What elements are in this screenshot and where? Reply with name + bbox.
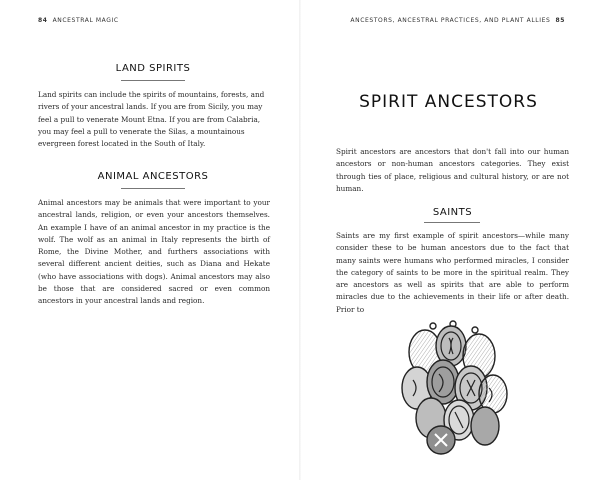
right-page-number: 85 bbox=[555, 17, 565, 24]
animal-ancestors-text bbox=[38, 197, 270, 308]
land-spirits-heading: LAND SPIRITS bbox=[115, 63, 191, 74]
spirit-ancestors-paragraph: Spirit ancestors are ancestors that don't fall into our human ancestors or non-human ancestors categories. They exist through ties of place, religious and cultural history, or are not human. bbox=[336, 147, 569, 193]
left-page-number: 84 bbox=[38, 17, 48, 24]
saints-heading: SAINTS bbox=[432, 207, 473, 218]
animal-ancestors-paragraph: Animal ancestors may be animals that were important to your ancestral lands, religion, or even your ancestors themselves. An example I have of an animal ancestor in my practice is the wolf. The wolf as an animal in Italy represents the birth of Rome, the Divine Mother, and furthers associations with several different ancient deities, such as Diana and Hekate (who have associations with dogs). Animal ancestors may also be those that are considered sacred or even common ancestors in your ancestral lands and region. bbox=[38, 198, 270, 306]
right-running-head-title: ANCESTORS, ANCESTRAL PRACTICES, AND PLANT ALLIES bbox=[350, 17, 551, 24]
spirit-ancestors-text bbox=[336, 146, 569, 195]
saints-paragraph: Saints are my first example of spirit ancestors—while many consider these to be human ancestors due to the fact that many saints were humans who performed miracles, I consider the category of saints to be more in the spiritual realm. They are ancestors as well as spirits that are able to perform miracles due to the achievements in their life or after death. Prior to bbox=[336, 231, 569, 314]
animal-ancestors-rule bbox=[121, 188, 185, 189]
land-spirits-paragraph: Land spirits can include the spirits of mountains, forests, and rivers of your ancestral lands. If you are from Sicily, you may feel a pull to venerate Mount Etna. If you are from Calabria, you may feel a pull to venerate the Silas, a mountainous evergreen forest located in the South of Italy. bbox=[38, 90, 265, 149]
left-running-head-title: ANCESTRAL MAGIC bbox=[52, 17, 119, 24]
land-spirits-text bbox=[38, 89, 270, 150]
spirit-ancestors-heading: SPIRIT ANCESTORS bbox=[359, 92, 538, 112]
land-spirits-rule bbox=[121, 80, 185, 81]
saint-medals-illustration bbox=[395, 316, 515, 456]
right-page bbox=[300, 0, 600, 480]
left-running-head bbox=[38, 17, 119, 24]
animal-ancestors-heading: ANIMAL ANCESTORS bbox=[97, 171, 209, 182]
right-running-head bbox=[350, 17, 565, 24]
saints-text bbox=[336, 230, 569, 316]
saints-rule bbox=[424, 222, 480, 223]
